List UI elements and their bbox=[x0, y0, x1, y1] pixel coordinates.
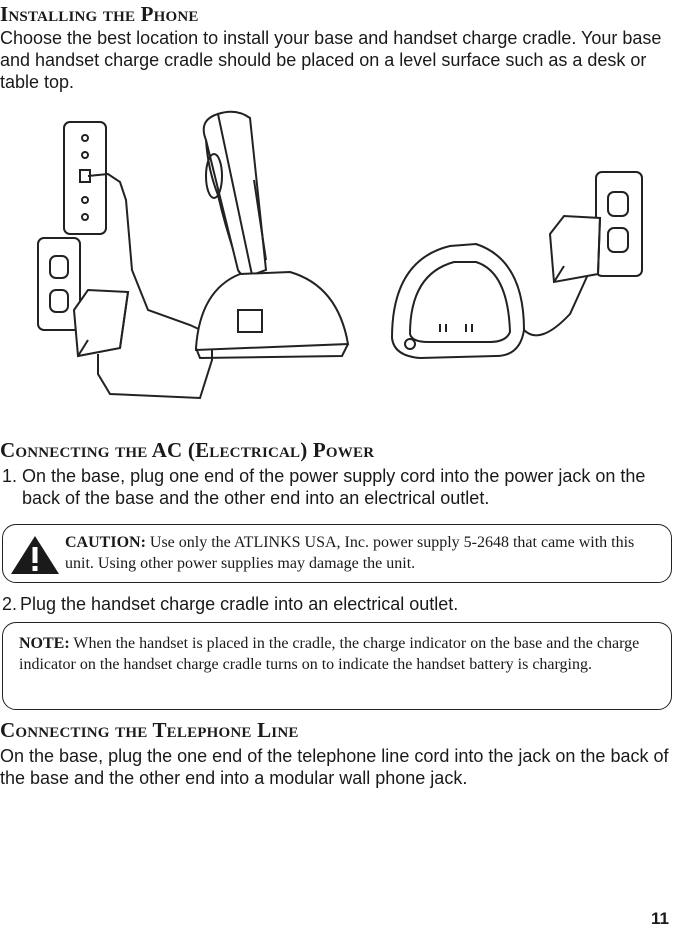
caution-content bbox=[65, 532, 665, 574]
phone-line-body: On the base, plug the one end of the telephone line cord into the jack on the back of the base and the other end into a modular wall phone jack. bbox=[0, 746, 669, 788]
step-number: 1. bbox=[2, 466, 18, 486]
installing-body: Choose the best location to install your base and handset charge cradle. Your base and handset charge cradle should be placed on a level surface such as a desk or table top. bbox=[0, 28, 662, 92]
note-content bbox=[19, 633, 659, 675]
page-number: 11 bbox=[651, 909, 669, 928]
ac-power-heading: Connecting the AC (Electrical) Power bbox=[0, 438, 375, 462]
base-unit-with-handset bbox=[196, 112, 348, 358]
step-1 bbox=[0, 465, 672, 509]
caution-text: Use only the ATLINKS USA, Inc. power supply 5-2648 that came with this unit. Using other power supplies may damage the unit. bbox=[65, 534, 635, 572]
note-label: NOTE: bbox=[19, 635, 70, 652]
note-text: When the handset is placed in the cradle, the charge indicator on the base and the charge indicator on the handset charge cradle turns on to indicate the handset battery is charging. bbox=[19, 635, 640, 673]
power-adapter bbox=[74, 290, 212, 398]
caution-label: CAUTION: bbox=[65, 534, 146, 551]
warning-icon bbox=[9, 534, 61, 576]
power-adapter bbox=[550, 216, 600, 282]
step-number: 2. bbox=[2, 594, 18, 614]
step-text: On the base, plug one end of the power supply cord into the power jack on the back of the base and the other end into an electrical outlet. bbox=[22, 466, 646, 508]
step-text: Plug the handset charge cradle into an electrical outlet. bbox=[20, 594, 459, 614]
phone-line-heading: Connecting the Telephone Line bbox=[0, 718, 299, 742]
caution-box bbox=[2, 524, 672, 583]
electrical-outlet bbox=[596, 172, 642, 276]
installing-heading: Installing the Phone bbox=[0, 2, 199, 26]
step-2 bbox=[0, 593, 672, 615]
installation-illustration bbox=[30, 110, 660, 410]
note-box bbox=[2, 622, 672, 710]
